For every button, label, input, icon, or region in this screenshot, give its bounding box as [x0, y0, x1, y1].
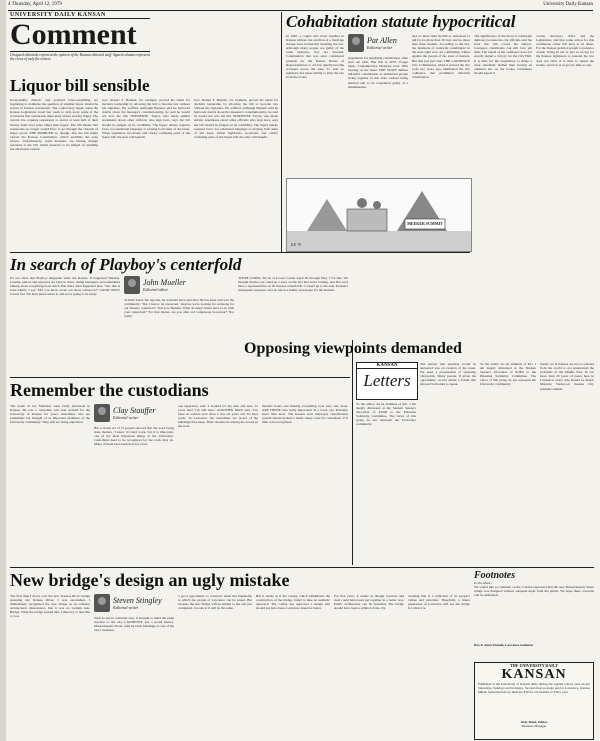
cartoon-sign-text: MEEKER SUMMIT — [407, 221, 443, 226]
footnotes-box — [474, 570, 594, 658]
custodians-column-2: But a recent act of 15 people showed that the work being done matters. 'I know it's hard work, but it is important, one of the most important things at the University.' Custodians need to be recognized for the work they do. Many of them have been here for years. — [94, 426, 174, 447]
comment-header — [10, 12, 150, 72]
bridge-column-5: For that price, it seems as though concrete and steel could have been put together in a better way. Public architecture can be beautiful. The bridge should have been a symbol of the city. — [334, 594, 404, 611]
custodians-byline — [94, 404, 174, 422]
columnist-title: Editorial writer — [113, 604, 139, 610]
cohabitation-byline — [348, 34, 408, 52]
cohabitation-column-3: and no more than $1,000 or sentenced to jail for no more than 30 days and no more than three months. According to the law, the hundreds of 'unlawful cohabitants' in the state right now are committing crimes against the people of the state of Kansas. But that just isn't true. THE LAWRENCE City Commission, when it revised the city code two years ago, eliminated the city ordinance that prohibited unlawful cohabitation. — [412, 34, 470, 79]
columnist-title: Editorial writer — [367, 44, 393, 50]
cohabitation-column-2: Arguments for legalizing cohabitation often start out with, 'But this is 1979.' Forget them. Contemporary lifestyles have little bearing on the issue. THE STATE defines unlawful cohabitation as unmarried people living together in this state without being married and to be considered guilty of a misdemeanor. — [348, 56, 408, 89]
comment-masthead: UNIVERSITY DAILY KANSAN — [10, 12, 150, 19]
masthead-name: KANSAN — [501, 667, 567, 682]
kansan-masthead-box — [474, 662, 594, 740]
playboy-column-3: 'WE'RE GOING TO be at Crown Center April 20 through May 7 for this. We thought maybe you could do a story on the fact that we're coming, and that we'd have a representative on all Kansas centerfolds.' I wasn't up to the task. Kansan's subsequent response can't be run in a family newspaper for the Kansan. — [238, 276, 348, 293]
cohabitation-headline: Cohabitation statute hypocritical — [286, 12, 516, 31]
section-divider — [10, 252, 470, 253]
masthead-editor: Judy Bond, Editor — [520, 720, 548, 724]
masthead-manager: Business Manager — [521, 724, 547, 729]
column-divider — [352, 340, 353, 565]
page-binding-edge — [0, 0, 6, 741]
folio-paper-name: University Daily Kansan — [543, 2, 593, 7]
folio-page-info: 4 Thursday, April 12, 1979 — [8, 2, 62, 7]
masthead-body: Published at the University of Kansas daily during the regular school year except Saturdays, Sundays and holidays. Second-class postage paid at Lawrence, Kansas 66044. Subscriptions by mail are $10 for six months or $18 a year. — [478, 682, 590, 695]
cohabitation-column-4: The significance of the move is somewhat dubious, because the city officials said the state law still covers the subject. Lawrence cohabitants can still face jail time. The repeal of the ordinance does not exactly signal a victory for the City Hall. It is time for the Legislature to make a clear statement. Rather than leaving an outdated law on the books, lawmakers should repeal it. — [474, 34, 532, 75]
column-divider — [281, 12, 282, 252]
columnist-title: Editorial editor — [143, 286, 168, 292]
liquor-column-1: Irresponsible rhetoric and political fence-straddling are beginning to dominate the question of whether liquor should be served in Kansas restaurants. The controversy began when the Kansas Legislature voted last week to strip away some of the provisions that restaurants must meet before serving liquor. The current law requires restaurants to derive at least half of their money from food sales rather than liquor. The bill means that restaurants no longer would have to go through the charade of liquor pools. THE PROBLEM is, though, that the bill might violate the Kansas Constitution, which prohibits the open saloon. Unfortunately, some Kansans are having strange reactions to the bill, which deserves to be judged on anything but emotional content. — [10, 98, 98, 152]
page-folio — [8, 2, 593, 11]
playboy-column-2: 'It didn't know the reporter, he wouldn't have said that. He has been active in the community.' 'Yes, I know,' he answered. 'Anyone we're looking for someone for our January centerfold.' 'Tell you, Bennett. What do many others have to do with your centerfold?' For that matter, are you after our voluptuous Governor? 'Not really.' — [124, 298, 234, 319]
bridge-column-4: But it seems as if the county, which administers the construction of the bridge, failed to take an aesthetic approach. The county has approved a design that should not have been. Lawrence deserves better. — [256, 594, 330, 611]
columnist-photo — [94, 594, 110, 612]
footnotes-signature: Rex & Anne Fennell, Lawrence residents — [474, 643, 534, 648]
bridge-column-2: Such as any in a murder case, it brought to mind the same reaction to the city. LAWRENCE has a proud history. Massachusetts Street, with its brick buildings, is one of the city's treasures. — [94, 616, 174, 633]
columnist-photo — [94, 404, 110, 422]
opposing-column-3: To the editor: As an alumnus of KU, I am deeply distressed at the Student Senate's allocation of $1000 to the Palestine Solidarity Committee. The views of this group do not represent the University community. — [480, 362, 536, 387]
custodians-column-4: month's hours and making everything look new and clean. ARE THOSE jobs really important? In a word, yes. Probably more than most. The Kansas state employee classification system should include a better salary scale for custodians. It is time to be recognized. — [262, 404, 348, 425]
masthead-label: THE UNIVERSITY DAILY — [510, 663, 558, 668]
columnist-photo — [348, 34, 364, 52]
cartoon-credit: KU 79 — [291, 243, 301, 247]
opposing-column-1: To the editor: As an alumnus of KU, I am deeply distressed at the Student Senate's allocation of $1000 to the Palestine Solidarity Committee. The views of this group do not represent the University community. — [356, 402, 416, 427]
opposing-column-4: Surely we in Kansas are not so isolated from the world to not understand the problems of the Middle East. In our more than 20 years of peace here in Lawrence, every side should be heard. Marjorie Stanwood, Kansas City graduate student. — [540, 362, 594, 391]
bridge-column-6: cleaning that is a reflection of its people's values and priorities. Hopefully, a future generation of Lawrence will see the bridge for what it is. — [408, 594, 470, 611]
columnist-name: Clay Stauffer — [113, 405, 156, 415]
editorial-cartoon — [286, 178, 472, 252]
liquor-column-2: Gov. Robert F. Bennett, for example, proved his talent for decisive leadership by allowing the bill to become law without his signature. He waffled. Although Bennett said he harbored doubts about the measure's constitutionality, he said he would not veto the bill. NONSENSE. Taylor, who made similar statements about other officials who sign laws, says the bill should be judged on its credibility. The liquor debate requires facts, not emotional language or playing both sides of the issue. When legislators reconvene and clarify confusing parts of the liquor bill, the state will benefit. — [102, 98, 190, 139]
custodians-headline: Remember the custodians — [10, 380, 209, 400]
columnist-title: Editorial writer — [113, 414, 139, 420]
liquor-column-3: Gov. Robert F. Bennett, for example, proved his talent for decisive leadership by allowing the bill to become law without his signature. He waffled. Although Bennett said he harbored doubts about the measure's constitutionality, he said he would not veto the bill. NONSENSE. Taylor, who made similar statements about other officials who sign laws, says the bill should be judged on its credibility. The liquor debate requires facts, not emotional language or playing both sides of the issue. When legislators reconvene and clarify confusing parts of the liquor bill, the state will benefit. — [194, 98, 278, 139]
custodians-column-1: The death of Joe Martinez went fairly unnoticed in Kansas. He was a custodian who had worked for the University of Kansas for years, custodians who are sometimes not thought of as important members of the University community. They still are being unnoticed. — [10, 404, 90, 425]
footnotes-body: We would like to comment on the concern expressed that the new Massachusetts Street bridge was designed without adequate input from the public. We hope these concerns will be addressed. — [474, 585, 594, 598]
playboy-column-1: It's not often that Playboy magazine visits the Kansas. It happened Tuesday. Usually, editors and reporters are busy in cities, taking messages, and sometimes talking about everything from lunch. But that's what happened here. 'Ten, this is John Smith,' I say. 'Did you know about our show tomorrow?' GOOD NEWS travels fast. We have heard about it, and we're going to be ready. — [10, 276, 120, 297]
bridge-column-3: a good opportunity to construct sleek and handsome to which the people of Lawrence can be proud. But because the new bridge will be similar to the one just completed, it looks at it will be the same. — [178, 594, 252, 611]
playboy-byline — [124, 276, 234, 294]
comment-title: Comment — [10, 18, 137, 51]
letters-masthead: KANSAN — [357, 363, 417, 369]
bridge-column-1: The first time I drove over the new 'Kansas River' bridge spanning the Kansas River, I was astonished. I immediately recognized the new bridge as an ordinary architectural masterpiece, that it was no Golden Gate Bridge. What the bridge looked like, I must try to describe to you. — [10, 594, 90, 619]
letters-logo — [356, 362, 418, 400]
columnist-photo — [124, 276, 140, 294]
cohabitation-column-1: In 1967, a couple who lived together in Kansas without the sanction of a marriage license were technically breaking the law. Although many people are guilty of the same behavior, few are arrested. Cohabitation that was once considered grounds for the Kansas House of Representatives to act has quietly become accepted across the state. To date no legislator has been willing to strip the law from the books. — [286, 34, 344, 79]
playboy-headline: In search of Playboy's centerfold — [10, 255, 242, 274]
footnotes-title: Footnotes — [474, 570, 516, 581]
opposing-column-2: The answer that question would be answered was an evasion of the issue. We need a presentation of opposing viewpoints. Many people, if given the opportunity, would attend a forum that allowed both sides to speak. — [420, 362, 476, 387]
liquor-headline: Liquor bill sensible — [10, 76, 150, 95]
footnotes-subtitle: In the editor: — [474, 581, 492, 585]
section-divider — [10, 567, 594, 568]
bridge-byline — [94, 594, 174, 612]
comment-note: Unsigned editorials represent the opinion of the Kansan editorial staff. Signed columns represent the views of only the writers. — [10, 53, 150, 62]
section-divider — [10, 377, 350, 378]
letters-title: Letters — [363, 371, 411, 390]
columnist-name: Pat Allen — [367, 35, 397, 45]
columnist-name: Steven Stingley — [113, 595, 162, 605]
bridge-headline: New bridge's design an ugly mistake — [10, 570, 290, 590]
opposing-headline: Opposing viewpoints demanded — [244, 340, 462, 357]
custodians-column-3: one supervisor said. 'I worked for my dad, and now, 12 years later, I'm still here.' ANOTHER MAN said, 'I've been on welfare ever since I was six years old. It's hard work.' In Lawrence, the custodians are proud of the buildings they keep. Their salaries are among the lowest in the state. — [178, 404, 258, 429]
cohabitation-column-5: county attorney's office and the Legislature, and that some action for this continuous crime will have to be taken. For the Kansas judicial system to punish a couple 'living in sin' is just as wrong for the Kansas legislators to pretend the law does not exist. It is time to repeal the statute, and now is as good a time as any. — [536, 34, 594, 67]
columnist-name: John Mueller — [143, 277, 186, 287]
cartoon-drawing-icon — [287, 179, 471, 251]
